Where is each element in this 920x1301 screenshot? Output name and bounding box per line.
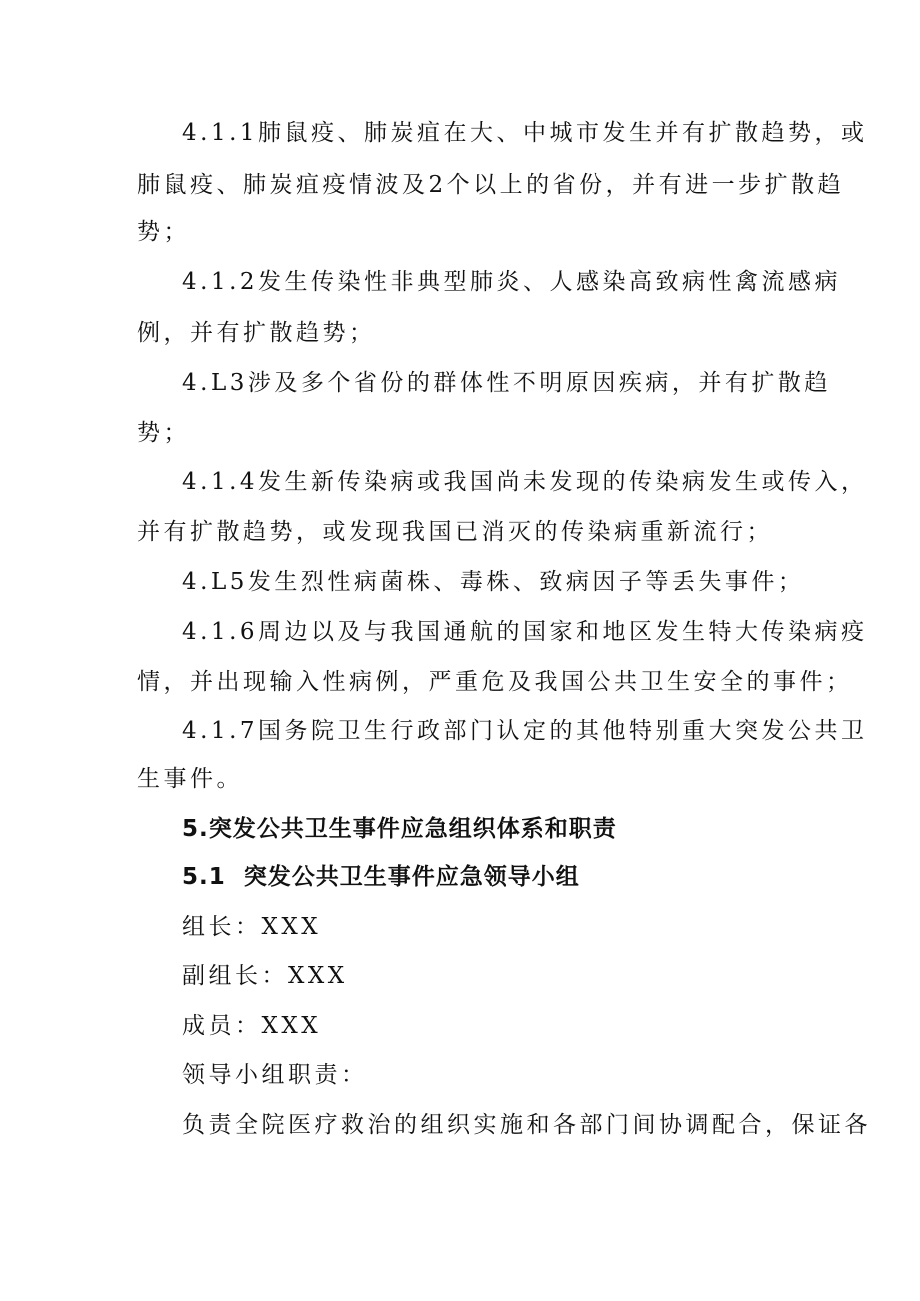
item-4-1-6-line-2: 情，并出现输入性病例，严重危及我国公共卫生安全的事件； — [137, 669, 853, 695]
duties-label: 领导小组职责： — [182, 1062, 368, 1088]
item-4-1-2-line-1: 4.1.2发生传染性非典型肺炎、人感染高致病性禽流感病 — [182, 269, 842, 295]
item-4-1-1-line-2: 肺鼠疫、肺炭疽疫情波及2个以上的省份，并有进一步扩散趋 — [137, 172, 845, 198]
item-4-1-7-line-2: 生事件。 — [137, 766, 243, 792]
item-4-1-6-line-1: 4.1.6周边以及与我国通航的国家和地区发生特大传染病疫 — [182, 619, 868, 645]
deputy-leader-line: 副组长：XXX — [182, 963, 348, 989]
section-5-heading: 5.突发公共卫生事件应急组织体系和职责 — [182, 816, 617, 842]
duties-text-line-1: 负责全院医疗救治的组织实施和各部门间协调配合，保证各 — [182, 1112, 871, 1138]
item-4-1-4-line-2: 并有扩散趋势，或发现我国已消灭的传染病重新流行； — [137, 519, 773, 545]
item-4-1-2-line-2: 例，并有扩散趋势； — [137, 320, 376, 346]
item-4-1-3-line-1: 4.L3涉及多个省份的群体性不明原因疾病，并有扩散趋 — [182, 370, 831, 396]
item-4-1-1-line-3: 势； — [137, 219, 190, 245]
item-4-1-3-line-2: 势； — [137, 420, 190, 446]
item-4-1-7-line-1: 4.1.7国务院卫生行政部门认定的其他特别重大突发公共卫 — [182, 718, 868, 744]
item-4-1-1-line-1: 4.1.1肺鼠疫、肺炭疽在大、中城市发生并有扩散趋势，或 — [182, 120, 868, 146]
members-line: 成员：XXX — [182, 1013, 322, 1039]
section-5-1-heading: 5.1 突发公共卫生事件应急领导小组 — [182, 864, 580, 890]
item-4-1-5-line-1: 4.L5发生烈性病菌株、毒株、致病因子等丢失事件； — [182, 569, 805, 595]
item-4-1-4-line-1: 4.1.4发生新传染病或我国尚未发现的传染病发生或传入， — [182, 469, 868, 495]
leader-line: 组长：XXX — [182, 914, 322, 940]
